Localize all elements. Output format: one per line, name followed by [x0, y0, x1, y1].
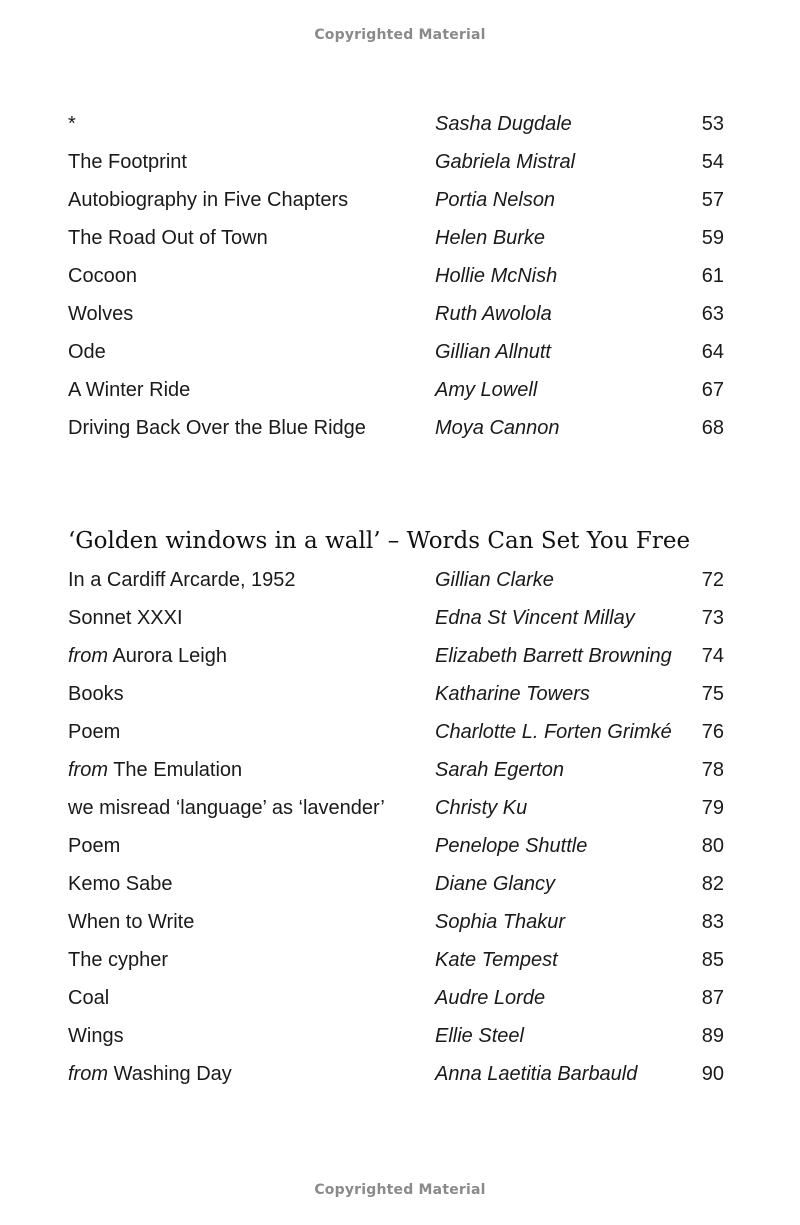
- toc-entry-page-number: 89: [701, 1025, 724, 1047]
- toc-entry-title: [68, 681, 124, 707]
- toc-entry-page-number: 59: [701, 227, 724, 249]
- toc-entry-prefix: from: [68, 759, 108, 781]
- toc-entry-page-number: 78: [701, 759, 724, 781]
- toc-entry-title-text: Driving Back Over the Blue Ridge: [68, 417, 366, 439]
- toc-entry: [0, 377, 800, 415]
- toc-entry-title: [68, 833, 120, 859]
- toc-entry: [0, 111, 800, 149]
- toc-entry-page-number: 57: [701, 189, 724, 211]
- toc-entry: [0, 301, 800, 339]
- toc-entry-title-text: Books: [68, 683, 124, 705]
- toc-entry-page-number: 79: [701, 797, 724, 819]
- toc-entry-page-number: 64: [701, 341, 724, 363]
- toc-entry: [0, 187, 800, 225]
- toc-entry-page-number: 80: [701, 835, 724, 857]
- toc-entry-title: [68, 1023, 124, 1049]
- toc-entry-author: Sarah Egerton: [435, 759, 564, 781]
- toc-entry-title-text: Kemo Sabe: [68, 873, 173, 895]
- toc-entry: [0, 605, 800, 643]
- toc-entry-page-number: 76: [701, 721, 724, 743]
- toc-entry: [0, 681, 800, 719]
- toc-entry-author: Christy Ku: [435, 797, 528, 819]
- toc-entry-page-number: 53: [701, 113, 724, 135]
- toc-entry-title-text: Poem: [68, 721, 121, 743]
- toc-entry-author: Kate Tempest: [435, 949, 558, 971]
- toc-entry-title-text: Autobiography in Five Chapters: [68, 189, 349, 211]
- toc-entry-title-text: Ode: [68, 341, 106, 363]
- toc-entry-title-text: Wolves: [68, 303, 134, 325]
- toc-entry-author: Gillian Clarke: [435, 569, 554, 591]
- toc-entry-title: [68, 339, 106, 365]
- toc-entry-title-text: A Winter Ride: [68, 379, 191, 401]
- toc-entry-title-text: Coal: [68, 987, 110, 1009]
- toc-entry: [0, 909, 800, 947]
- toc-entry: [0, 947, 800, 985]
- toc-entry-page-number: 83: [701, 911, 724, 933]
- toc-entry-author: Ruth Awolola: [435, 303, 552, 325]
- toc-entry-author: Helen Burke: [435, 227, 546, 249]
- toc-entry-author: Amy Lowell: [435, 379, 538, 401]
- toc-entry-author: Edna St Vincent Millay: [435, 607, 635, 629]
- toc-entry-title: [68, 985, 109, 1011]
- toc-entry-title: [68, 225, 268, 251]
- toc-entry-page-number: 61: [701, 265, 724, 287]
- toc-entry: [0, 415, 800, 453]
- toc-entry-prefix: from: [68, 1063, 108, 1085]
- toc-entry-page-number: 63: [701, 303, 724, 325]
- toc-entry-page-number: 73: [701, 607, 724, 629]
- toc-entry-title: [68, 377, 190, 403]
- toc-entry: [0, 643, 800, 681]
- copyright-notice-bottom: Copyrighted Material: [314, 1182, 486, 1198]
- toc-entry-author: Gillian Allnutt: [435, 341, 551, 363]
- toc-entry: [0, 985, 800, 1023]
- toc-entry-title-text: The Footprint: [68, 151, 187, 173]
- toc-entry-title-text: Washing Day: [113, 1063, 232, 1085]
- toc-entry: [0, 1061, 800, 1099]
- toc-entry: [0, 339, 800, 377]
- toc-entry-title: [68, 149, 187, 175]
- toc-entry-author: Ellie Steel: [435, 1025, 524, 1047]
- toc-entry-page-number: 85: [701, 949, 724, 971]
- toc-entry-page-number: 75: [701, 683, 724, 705]
- toc-entry: [0, 719, 800, 757]
- toc-entry-author: Moya Cannon: [435, 417, 560, 439]
- toc-entry-title: [68, 719, 120, 745]
- toc-entry-title-text: The cypher: [68, 949, 169, 971]
- toc-entry-prefix: from: [68, 645, 108, 667]
- toc-entry-title: [68, 415, 366, 441]
- toc-entry-title-text: we misread ‘language’ as ‘lavender’: [68, 797, 385, 819]
- toc-entry: [0, 1023, 800, 1061]
- toc-entry-title-text: Cocoon: [68, 265, 137, 287]
- toc-entry: [0, 833, 800, 871]
- toc-entry-page-number: 74: [701, 645, 724, 667]
- toc-entry-page-number: 82: [701, 873, 724, 895]
- toc-entry-title: [68, 643, 227, 669]
- toc-entry-page-number: 68: [701, 417, 724, 439]
- toc-entry: [0, 263, 800, 301]
- toc-entry-title: [68, 111, 76, 137]
- toc-entry-author: Anna Laetitia Barbauld: [435, 1063, 638, 1085]
- toc-entry: [0, 225, 800, 263]
- toc-entry-page-number: 87: [701, 987, 724, 1009]
- toc-entry-title-text: Aurora Leigh: [112, 645, 227, 667]
- toc-entry-author: Hollie McNish: [435, 265, 558, 287]
- toc-entry-page-number: 90: [701, 1063, 724, 1085]
- toc-entry-author: Portia Nelson: [435, 189, 556, 211]
- toc-entry-page-number: 67: [701, 379, 724, 401]
- toc-entry-title: [68, 187, 348, 213]
- toc-entry-page-number: 72: [701, 569, 724, 591]
- toc-entry-author: Penelope Shuttle: [435, 835, 588, 857]
- toc-entry-author: Audre Lorde: [435, 987, 546, 1009]
- toc-entry-title-text: When to Write: [68, 911, 195, 933]
- toc-entry-title-text: The Road Out of Town: [68, 227, 268, 249]
- toc-entry-author: Katharine Towers: [435, 683, 590, 705]
- toc-entry: [0, 757, 800, 795]
- toc-entry: [0, 149, 800, 187]
- toc-entry-title-text: The Emulation: [113, 759, 243, 781]
- toc-entry-title: [68, 909, 194, 935]
- toc-entry-title: [68, 947, 168, 973]
- toc-entry: [0, 871, 800, 909]
- toc-entry-title-text: In a Cardiff Arcarde, 1952: [68, 569, 296, 591]
- copyright-notice-top: Copyrighted Material: [314, 27, 486, 43]
- section-heading: ‘Golden windows in a wall’ – Words Can Set You Free: [68, 528, 691, 554]
- toc-entry-title-text: *: [68, 113, 76, 135]
- toc-entry: [0, 795, 800, 833]
- toc-entry-author: Sasha Dugdale: [435, 113, 572, 135]
- toc-entry-title: [68, 567, 296, 593]
- toc-entry-author: Diane Glancy: [435, 873, 556, 895]
- toc-entry-title-text: Sonnet XXXI: [68, 607, 183, 629]
- toc-entry-page-number: 54: [701, 151, 724, 173]
- toc-entry-title: [68, 795, 385, 821]
- toc-entry-author: Sophia Thakur: [435, 911, 566, 933]
- toc-entry-title: [68, 605, 183, 631]
- toc-entry-title: [68, 301, 133, 327]
- toc-entry-title: [68, 871, 173, 897]
- toc-entry-author: Charlotte L. Forten Grimké: [435, 721, 672, 743]
- toc-entry-title-text: Wings: [68, 1025, 124, 1047]
- toc-entry-title-text: Poem: [68, 835, 121, 857]
- toc-entry-author: Gabriela Mistral: [435, 151, 576, 173]
- toc-entry-title: [68, 263, 137, 289]
- toc-entry-title: [68, 1061, 232, 1087]
- toc-entry: [0, 567, 800, 605]
- toc-entry-author: Elizabeth Barrett Browning: [435, 645, 672, 667]
- toc-entry-title: [68, 757, 242, 783]
